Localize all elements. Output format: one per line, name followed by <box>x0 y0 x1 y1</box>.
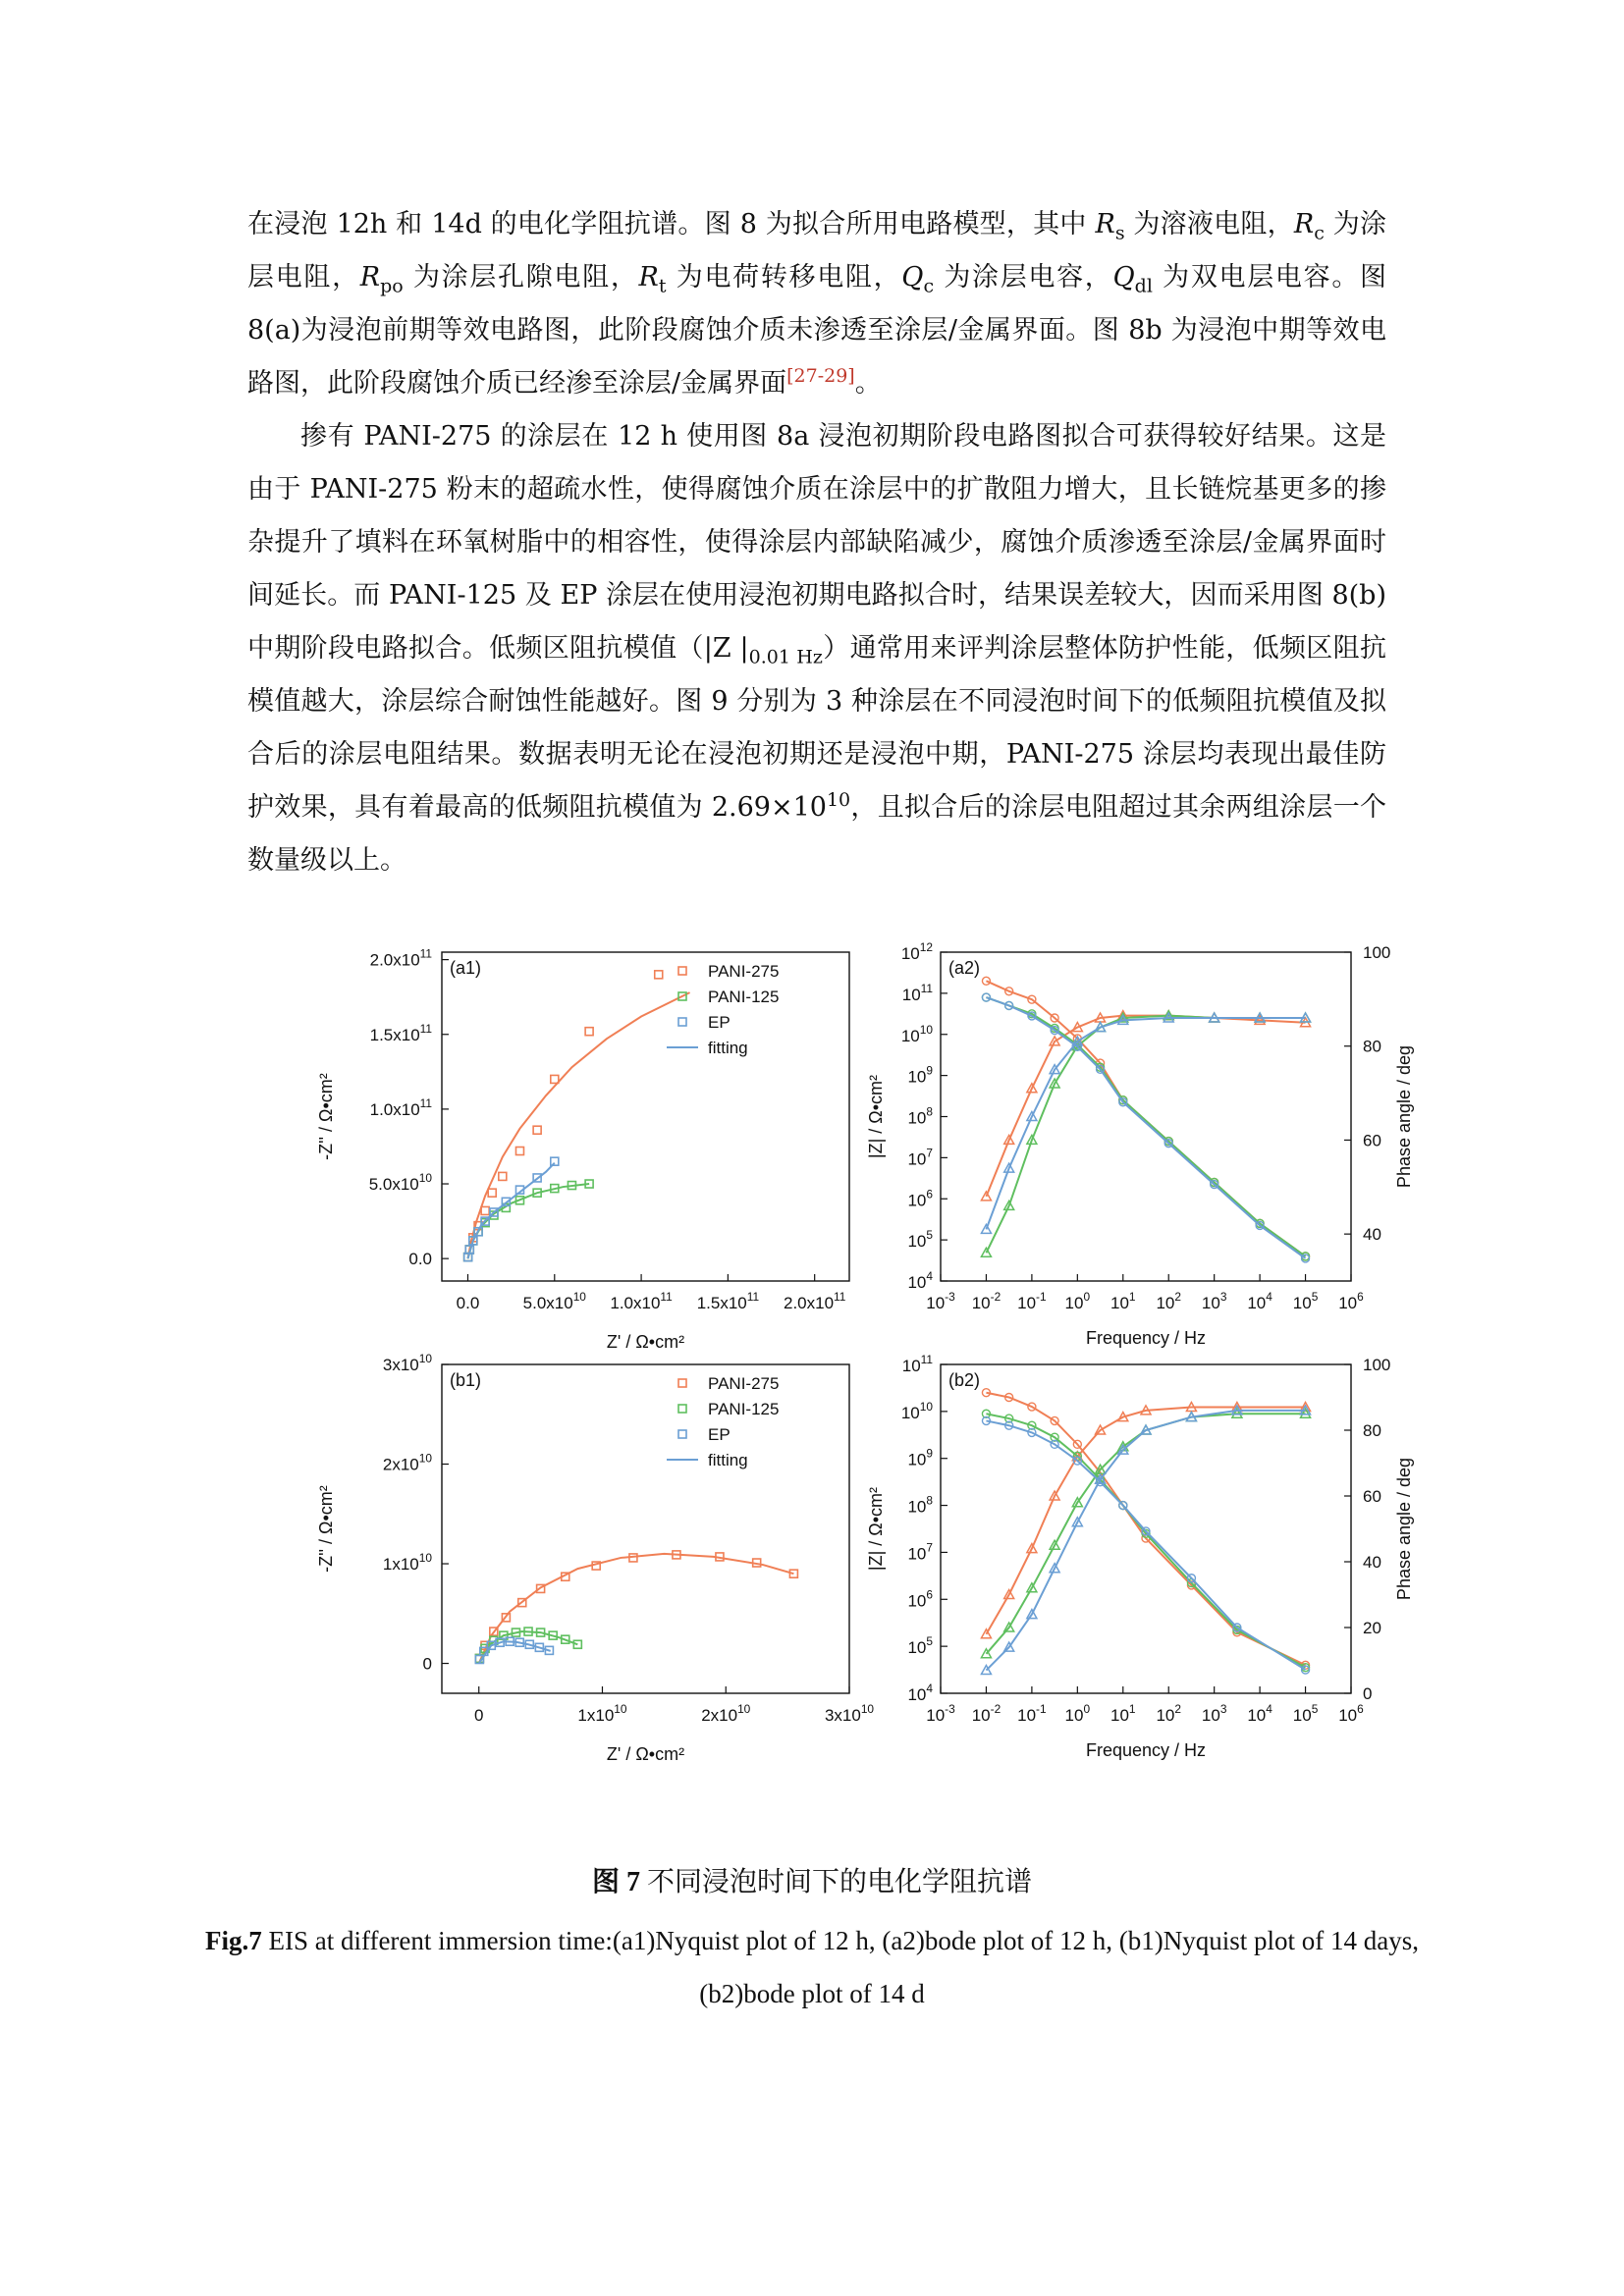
y-tick-label: $10^4$ <box>907 1682 933 1704</box>
impedance-line-pani-125 <box>986 997 1305 1256</box>
y-tick-label: $10^6$ <box>907 1587 933 1611</box>
y2-tick-label: 40 <box>1363 1225 1381 1245</box>
plot-frame <box>442 952 849 1281</box>
legend-label: fitting <box>708 1451 748 1469</box>
y-tick-label: $1x10^{10}$ <box>382 1551 432 1575</box>
x-tick-label: $2.0x10^{11}$ <box>783 1290 846 1312</box>
fit-line-pani-275 <box>467 992 689 1258</box>
legend-label: PANI-125 <box>708 1400 780 1418</box>
phase-line-ep <box>986 1411 1305 1671</box>
y-tick-label: $10^7$ <box>907 1540 933 1564</box>
legend-marker <box>678 1379 686 1387</box>
x-tick-label: $10^5$ <box>1292 1290 1319 1312</box>
y-tick-label: $1.0x10^{11}$ <box>369 1095 432 1119</box>
y2-tick-label: 100 <box>1363 943 1391 962</box>
y-tick-label: $10^{10}$ <box>900 1399 933 1422</box>
impedance-line-pani-125 <box>986 1414 1305 1667</box>
x-tick-label: $10^0$ <box>1064 1290 1091 1312</box>
bode-plot-a2 <box>866 940 1414 1348</box>
y-tick-label: 0.0 <box>408 1250 432 1269</box>
data-point <box>499 1172 507 1180</box>
y2-tick-label: 60 <box>1363 1487 1381 1506</box>
plot-frame <box>442 1364 849 1693</box>
x-tick-label: $10^{-2}$ <box>971 1702 1001 1725</box>
y2-tick-label: 60 <box>1363 1131 1381 1150</box>
x-tick-label: $3x10^{10}$ <box>824 1702 875 1725</box>
paragraph-2: 掺有 PANI-275 的涂层在 12 h 使用图 8a 浸泡初期阶段电路图拟合可获得较好结果。这是由于 PANI-275 粉末的超疏水性，使得腐蚀介质在涂层中的扩散阻力增大，且长链烷基更多的掺杂提升了填料在环氧树脂中的相容性，使得涂层内部缺陷减少，腐蚀介质渗透至涂层/金属界面时间延长。而 PANI-125 及 EP 涂层在使用浸泡初期电路拟合时，结果误差较大，因而采用图 8(b)中期阶段电路拟合。低频区阻抗模值（|Z $|_{0.01 Hz}$）通常用来评判涂层整体防护性能，低频区阻抗模值越大，涂层综合耐蚀性能越好。图 9 分别为 3 种涂层在不同浸泡时间下的低频阻抗模值及拟合后的涂层电阻结果。数据表明无论在浸泡初期还是浸泡中期，PANI-275 涂层均表现出最佳防护效果，具有着最高的低频阻抗模值为 $2.69\times 10^{10}$，且拟合后的涂层电阻超过其余两组涂层一个数量级以上。 <box>247 421 1386 876</box>
y2-tick-label: 40 <box>1363 1553 1381 1572</box>
figure-caption-cn: 图 7 不同浸泡时间下的电化学阻抗谱 <box>591 1867 1033 1897</box>
x-tick-label: $10^1$ <box>1110 1702 1136 1725</box>
y2-tick-label: 0 <box>1363 1684 1373 1703</box>
legend-label: PANI-275 <box>708 962 780 981</box>
x-tick-label: $10^4$ <box>1247 1290 1272 1312</box>
x-tick-label: $10^2$ <box>1156 1290 1181 1312</box>
y-tick-label: $2.0x10^{11}$ <box>369 946 432 970</box>
legend-label: PANI-275 <box>708 1374 780 1393</box>
x-tick-label: $1x10^{10}$ <box>577 1702 627 1725</box>
data-point <box>585 1028 593 1036</box>
data-point <box>515 1148 523 1155</box>
data-point <box>488 1189 496 1197</box>
x-tick-label: $10^{-3}$ <box>926 1702 955 1725</box>
y-tick-label: $5.0x10^{10}$ <box>368 1171 432 1195</box>
x-tick-label: $1.0x10^{11}$ <box>610 1290 673 1312</box>
y-axis-label: -Z'' / Ω•cm² <box>316 1073 336 1160</box>
y-tick-label: $10^5$ <box>907 1634 933 1658</box>
x-tick-label: $1.5x10^{11}$ <box>696 1290 760 1312</box>
x-tick-label: 0 <box>473 1706 484 1725</box>
x-axis-label: Frequency / Hz <box>1085 1328 1207 1348</box>
x-tick-label: $10^6$ <box>1338 1702 1364 1725</box>
x-axis-label: Frequency / Hz <box>1085 1740 1207 1760</box>
data-point <box>481 1206 489 1214</box>
x-tick-label: $10^{-1}$ <box>1017 1290 1047 1312</box>
x-tick-label: $10^{-2}$ <box>971 1290 1001 1312</box>
x-tick-label: $10^3$ <box>1201 1290 1227 1312</box>
y-axis-label: |Z| / Ω•cm² <box>866 1074 886 1159</box>
y2-axis-label: Phase angle / deg <box>1394 1457 1414 1601</box>
figure-caption-en: Fig.7 EIS at different immersion time:(a1)Nyquist plot of 12 h, (a2)bode plot of 12 h, (b1)Nyquist plot of 14 days, (b2)bode plot of 14 d <box>204 1926 1420 2008</box>
x-tick-label: $10^{-3}$ <box>926 1290 955 1312</box>
data-point <box>533 1126 541 1134</box>
nyquist-plot-b1 <box>316 1352 874 1764</box>
y-tick-label: $10^{12}$ <box>900 940 933 963</box>
phase-line-pani-125 <box>986 1016 1305 1254</box>
y-tick-label: $10^6$ <box>907 1187 933 1210</box>
panel-label: (b2) <box>948 1370 981 1390</box>
legend-label: PANI-125 <box>708 988 780 1006</box>
legend-marker <box>678 1430 686 1438</box>
y2-tick-label: 20 <box>1363 1619 1381 1637</box>
panel-label: (a2) <box>948 958 981 978</box>
y2-tick-label: 80 <box>1363 1421 1381 1440</box>
x-axis-label: Z' / Ω•cm² <box>606 1744 685 1764</box>
x-tick-label: $10^{-1}$ <box>1017 1702 1047 1725</box>
impedance-line-ep <box>986 997 1305 1258</box>
legend-marker <box>678 1018 686 1026</box>
plot-frame <box>941 952 1351 1281</box>
y-tick-label: $10^{11}$ <box>901 981 933 1004</box>
y-tick-label: $10^8$ <box>907 1493 933 1517</box>
phase-line-pani-275 <box>986 1408 1305 1634</box>
y-tick-label: $10^{11}$ <box>901 1353 933 1375</box>
x-tick-label: $2x10^{10}$ <box>701 1702 751 1725</box>
y-axis-label: |Z| / Ω•cm² <box>866 1486 886 1572</box>
y-axis-label: -Z'' / Ω•cm² <box>316 1485 336 1573</box>
y-tick-label: 0 <box>422 1654 432 1674</box>
legend-marker <box>678 967 686 975</box>
y2-tick-label: 80 <box>1363 1037 1381 1056</box>
phase-line-pani-275 <box>986 1016 1305 1197</box>
y-tick-label: $2x10^{10}$ <box>382 1451 432 1474</box>
y-tick-label: $10^5$ <box>907 1228 933 1252</box>
y-tick-label: $10^{10}$ <box>900 1022 933 1045</box>
x-tick-label: $10^0$ <box>1064 1702 1091 1725</box>
panel-label: (a1) <box>450 958 482 978</box>
x-tick-label: $5.0x10^{10}$ <box>522 1290 586 1312</box>
x-tick-label: $10^3$ <box>1201 1702 1227 1725</box>
x-tick-label: $10^5$ <box>1292 1702 1319 1725</box>
legend-label: EP <box>708 1013 731 1032</box>
x-tick-label: $10^4$ <box>1247 1702 1272 1725</box>
x-tick-label: 0.0 <box>456 1294 480 1312</box>
x-axis-label: Z' / Ω•cm² <box>606 1332 685 1352</box>
panel-label: (b1) <box>450 1370 482 1390</box>
y-tick-label: $10^9$ <box>907 1063 933 1087</box>
data-point <box>655 971 663 979</box>
y-tick-label: $10^8$ <box>907 1104 933 1128</box>
legend-marker <box>678 1405 686 1413</box>
bode-plot-b2 <box>866 1353 1414 1760</box>
y2-tick-label: 100 <box>1363 1356 1391 1374</box>
y-tick-label: $3x10^{10}$ <box>382 1352 432 1374</box>
x-tick-label: $10^6$ <box>1338 1290 1364 1312</box>
y-tick-label: $10^9$ <box>907 1446 933 1469</box>
paragraph-1: 在浸泡 12h 和 14d 的电化学阻抗谱。图 8 为拟合所用电路模型，其中 $R_s$ 为溶液电阻，$R_c$ 为涂层电阻，$R_{po}$ 为涂层孔隙电阻，$R_t$ 为电荷转移电阻，$Q_c$ 为涂层电容，$Q_{dl}$ 为双电层电容。图 8(a)为浸泡前期等效电路图，此阶段腐蚀介质未渗透至涂层/金属界面。图 8b 为浸泡中期等效电路图，此阶段腐蚀介质已经渗至涂层/金属界面[27-29]。 <box>247 209 1387 399</box>
legend-label: fitting <box>708 1039 748 1057</box>
y2-axis-label: Phase angle / deg <box>1394 1044 1414 1189</box>
y-tick-label: $1.5x10^{11}$ <box>369 1021 432 1044</box>
x-tick-label: $10^2$ <box>1156 1702 1181 1725</box>
legend-label: EP <box>708 1425 731 1444</box>
citation: [27-29] <box>786 365 855 387</box>
y-tick-label: $10^4$ <box>907 1269 933 1292</box>
y-tick-label: $10^7$ <box>907 1146 933 1169</box>
x-tick-label: $10^1$ <box>1110 1290 1136 1312</box>
nyquist-plot-a1 <box>316 947 849 1352</box>
